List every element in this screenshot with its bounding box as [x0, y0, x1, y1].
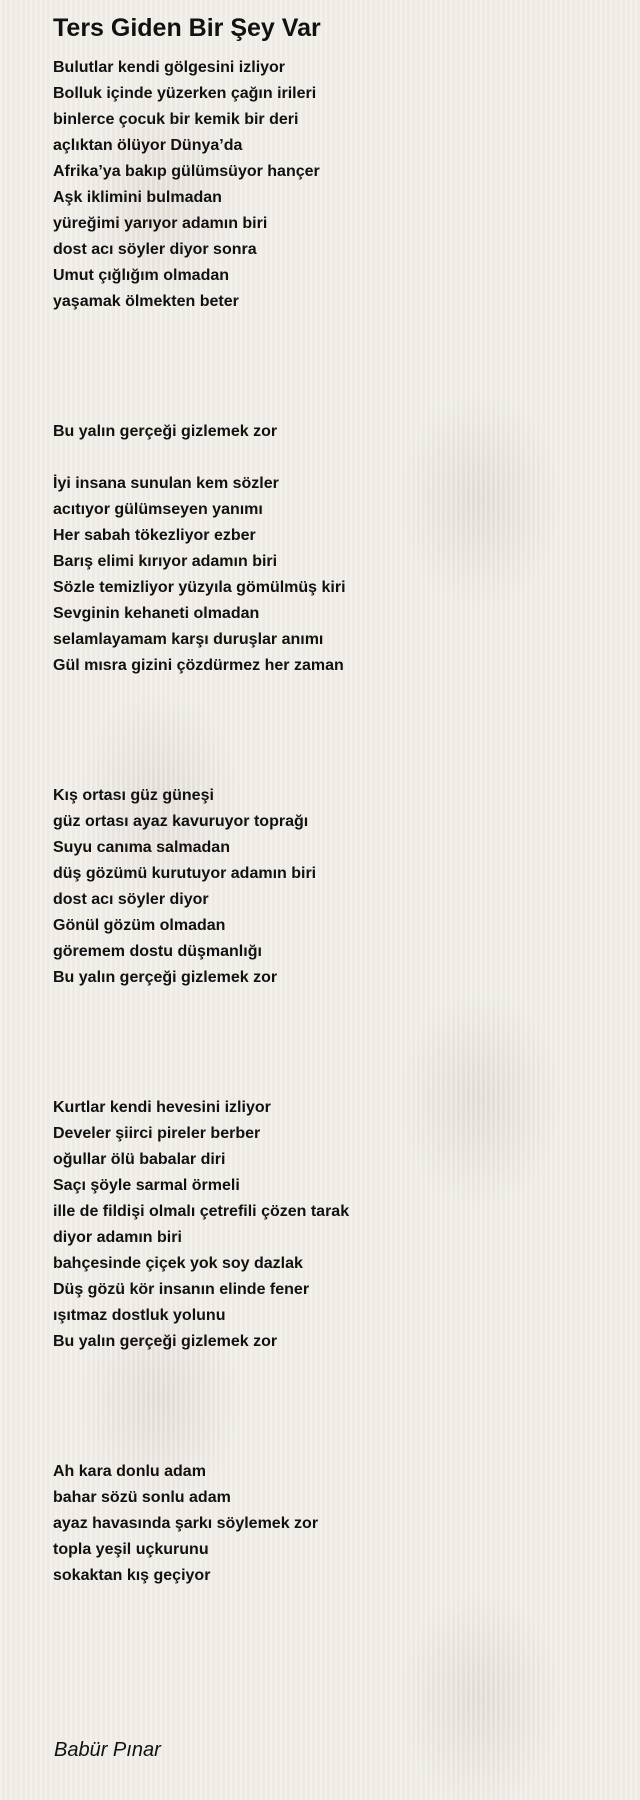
stanza-5 — [53, 1095, 613, 1355]
stanza-3 — [53, 471, 613, 679]
stanza-spacer — [53, 315, 613, 419]
stanza-spacer — [53, 1355, 613, 1459]
stanza-spacer — [53, 679, 613, 783]
poem-line: göremem dostu düşmanlığı — [53, 943, 262, 960]
poem-line: bahar sözü sonlu adam — [53, 1489, 231, 1506]
poem-line: bahçesinde çiçek yok soy dazlak — [53, 1255, 303, 1272]
poem-line: binlerce çocuk bir kemik bir deri — [53, 111, 299, 128]
poem-line: Umut çığlığım olmadan — [53, 267, 230, 284]
poem-line: Bu yalın gerçeği gizlemek zor — [53, 969, 278, 986]
poem-line: Ah kara donlu adam — [53, 1463, 206, 1480]
poem-line: İyi insana sunulan kem sözler — [53, 475, 279, 492]
poem-line: Develer şiirci pireler berber — [53, 1125, 261, 1142]
poem-line: yaşamak ölmekten beter — [53, 293, 239, 310]
poem-line: oğullar ölü babalar diri — [53, 1151, 226, 1168]
poem-author: Babür Pınar — [54, 1739, 161, 1761]
poem-line: düş gözümü kurutuyor adamın biri — [53, 865, 317, 882]
poem-line: Kış ortası güz güneşi — [53, 787, 214, 804]
stanza-spacer — [53, 991, 613, 1095]
poem-line: dost acı söyler diyor sonra — [53, 241, 257, 258]
poem-body — [53, 55, 613, 1589]
poem-title: Ters Giden Bir Şey Var — [53, 14, 321, 42]
poem-line: Sevginin kehaneti olmadan — [53, 605, 260, 622]
poem-line: Bu yalın gerçeği gizlemek zor — [53, 423, 278, 440]
poem-line: Her sabah tökezliyor ezber — [53, 527, 256, 544]
poem-line: Bolluk içinde yüzerken çağın irileri — [53, 85, 317, 102]
poem-line: topla yeşil uçkurunu — [53, 1541, 209, 1558]
stanza-1 — [53, 55, 613, 315]
poem-line: Suyu canıma salmadan — [53, 839, 230, 856]
poem-line: açlıktan ölüyor Dünya’da — [53, 137, 243, 154]
poem-line: Barış elimi kırıyor adamın biri — [53, 553, 278, 570]
poem-line: güz ortası ayaz kavuruyor toprağı — [53, 813, 309, 830]
poem-line: ışıtmaz dostluk yolunu — [53, 1307, 226, 1324]
poem-line: acıtıyor gülümseyen yanımı — [53, 501, 263, 518]
poem-line: Düş gözü kör insanın elinde fener — [53, 1281, 310, 1298]
poem-line: Gönül gözüm olmadan — [53, 917, 226, 934]
poem-line: Sözle temizliyor yüzyıla gömülmüş kiri — [53, 579, 346, 596]
poem-line: Afrika’ya bakıp gülümsüyor hançer — [53, 163, 320, 180]
poem-line: Saçı şöyle sarmal örmeli — [53, 1177, 240, 1194]
poem-line: sokaktan kış geçiyor — [53, 1567, 211, 1584]
poem-line: ayaz havasında şarkı söylemek zor — [53, 1515, 319, 1532]
poem-line: dost acı söyler diyor — [53, 891, 209, 908]
stanza-6 — [53, 1459, 613, 1589]
stanza-2 — [53, 419, 613, 445]
poem-line: Kurtlar kendi hevesini izliyor — [53, 1099, 271, 1116]
stanza-4 — [53, 783, 613, 991]
poem-page — [53, 10, 613, 1589]
poem-line: yüreğimi yarıyor adamın biri — [53, 215, 268, 232]
stanza-spacer — [53, 445, 613, 471]
poem-line: Bulutlar kendi gölgesini izliyor — [53, 59, 286, 76]
poem-line: selamlayamam karşı duruşlar anımı — [53, 631, 324, 648]
poem-line: Bu yalın gerçeği gizlemek zor — [53, 1333, 278, 1350]
poem-line: Aşk iklimini bulmadan — [53, 189, 222, 206]
poem-line: Gül mısra gizini çözdürmez her zaman — [53, 657, 344, 674]
poem-line: diyor adamın biri — [53, 1229, 182, 1246]
poem-line: ille de fildişi olmalı çetrefili çözen tarak — [53, 1203, 350, 1220]
